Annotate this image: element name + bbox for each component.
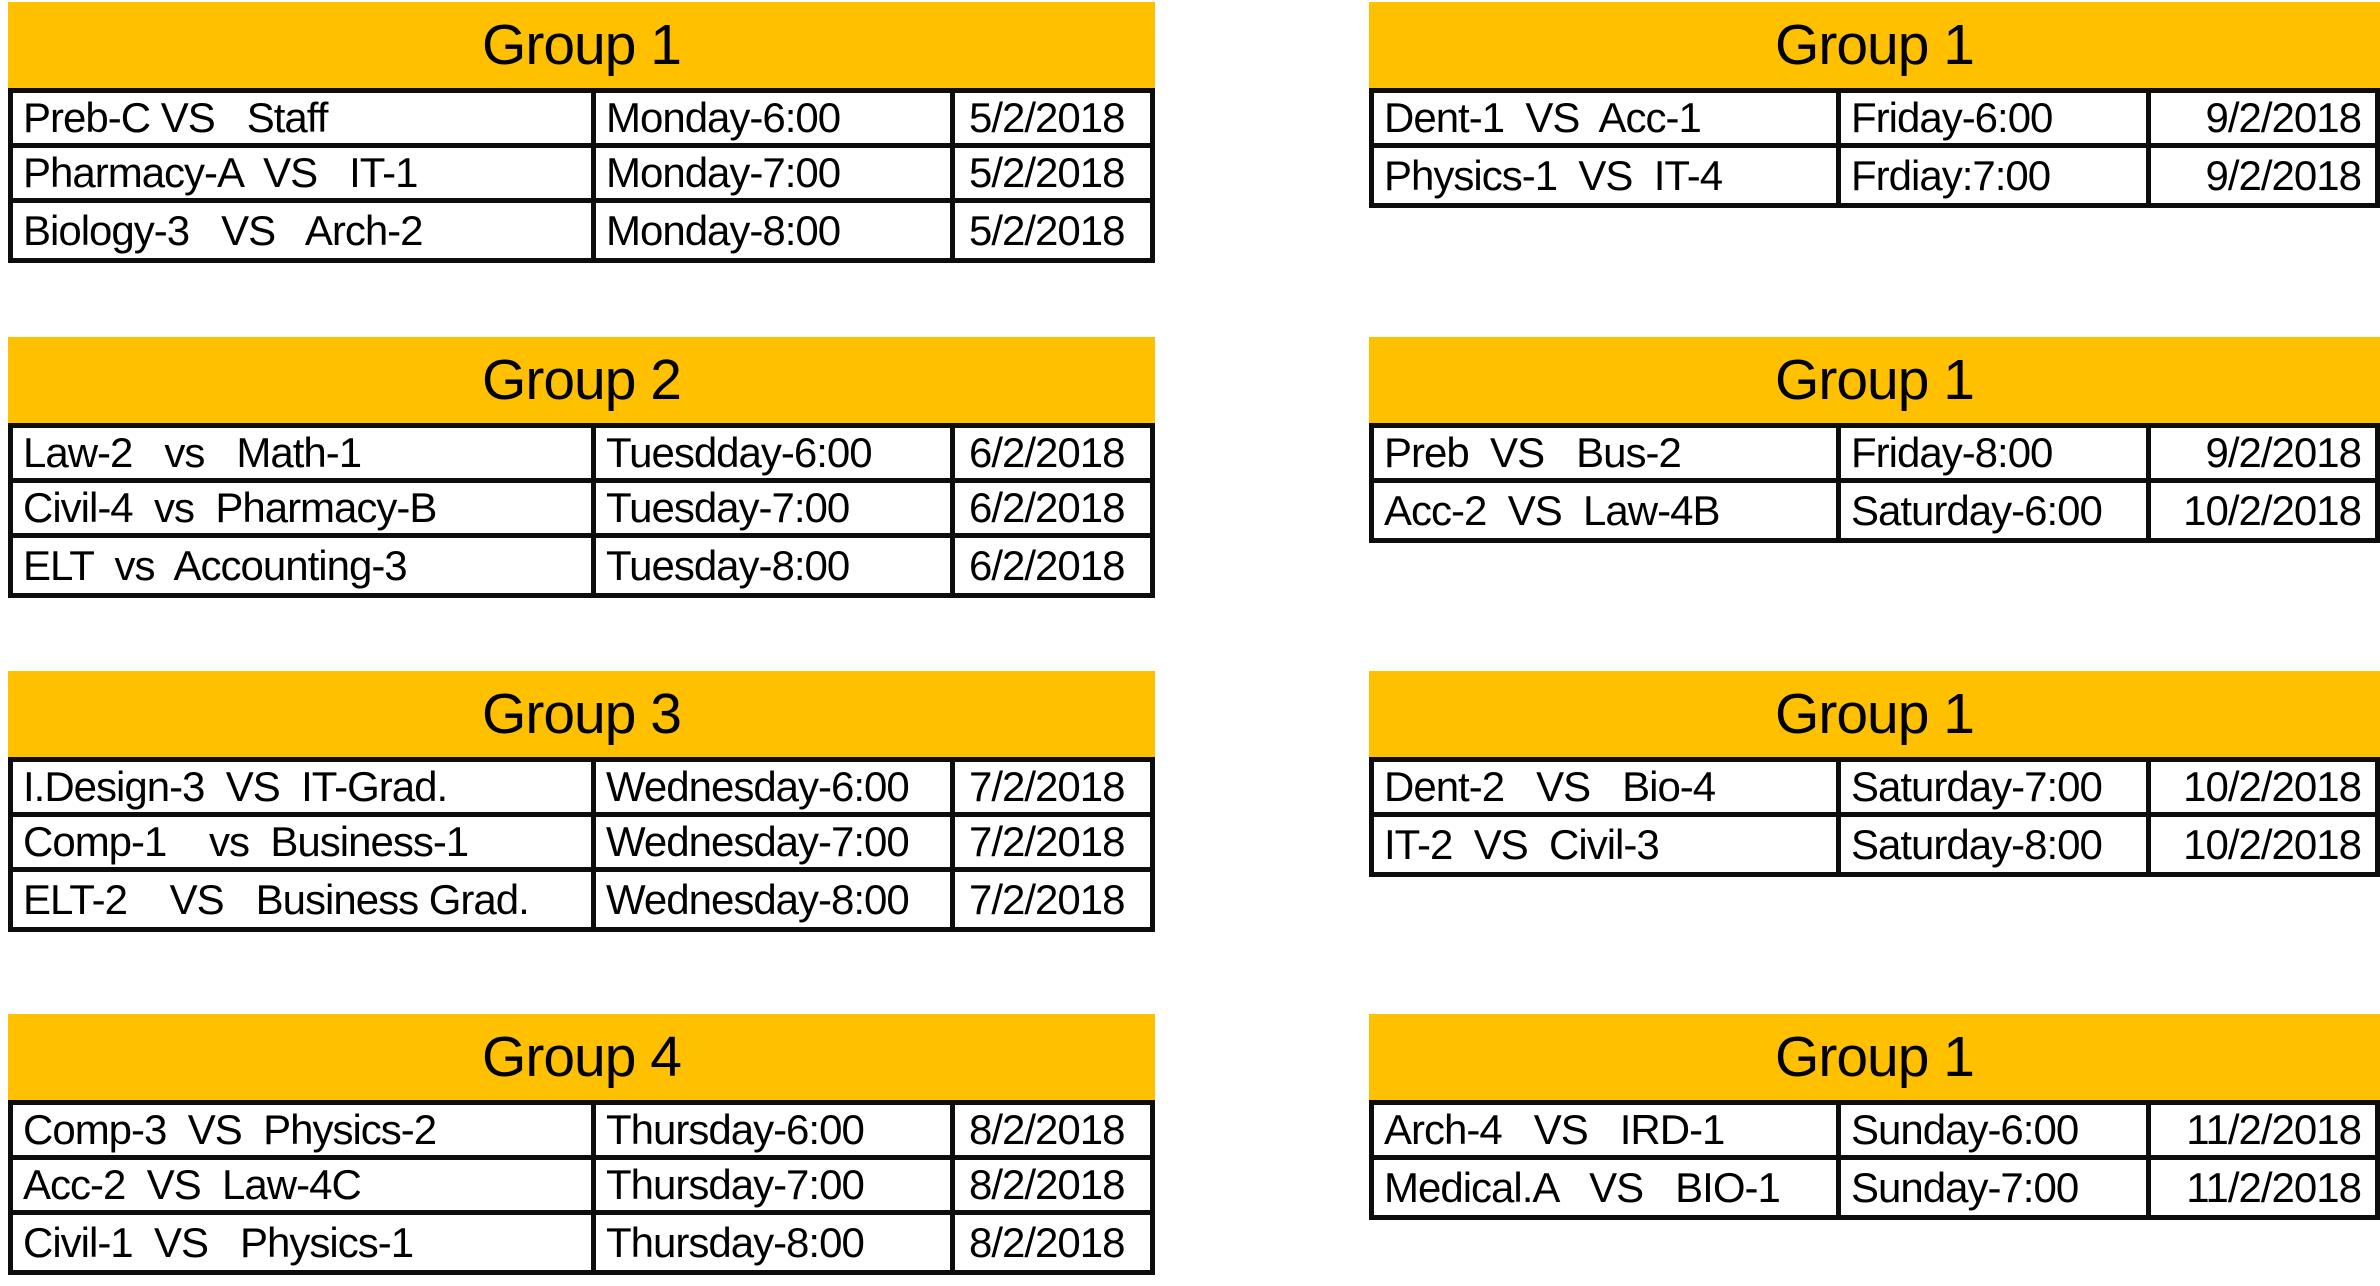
day-time-cell: Wednesday-8:00 (596, 872, 955, 927)
match-cell: Dent-2 VS Bio-4 (1374, 762, 1841, 817)
match-cell: Civil-1 VS Physics-1 (13, 1215, 596, 1270)
matches-grid (1369, 423, 2380, 543)
date-cell: 6/2/2018 (955, 428, 1150, 483)
match-cell: Biology-3 VS Arch-2 (13, 203, 596, 258)
match-cell: Medical.A VS BIO-1 (1374, 1160, 1841, 1215)
day-time-cell: Thursday-7:00 (596, 1160, 955, 1215)
match-cell: Arch-4 VS IRD-1 (1374, 1105, 1841, 1160)
match-cell: I.Design-3 VS IT-Grad. (13, 762, 596, 817)
date-cell: 5/2/2018 (955, 148, 1150, 203)
date-cell: 9/2/2018 (2151, 428, 2375, 483)
matches-grid (8, 757, 1155, 932)
date-cell: 5/2/2018 (969, 206, 1125, 254)
day-time-cell: Sunday-7:00 (1841, 1160, 2151, 1215)
matches-grid (1369, 88, 2380, 208)
day-time-cell: Wednesday-6:00 (596, 762, 955, 817)
schedule-table-group1-right-c (1369, 671, 2380, 877)
date-cell: 6/2/2018 (969, 541, 1125, 589)
group-title: Group 1 (1369, 337, 2380, 423)
match-cell: Physics-1 VS IT-4 (1374, 148, 1841, 203)
day-time-cell: Saturday-7:00 (1841, 762, 2151, 817)
matches-grid (8, 423, 1155, 598)
schedule-table-group1-right-a (1369, 2, 2380, 208)
match-cell: Law-2 vs Math-1 (13, 428, 596, 483)
schedule-table-group4 (8, 1014, 1155, 1275)
group-title: Group 1 (8, 2, 1155, 88)
day-time-cell: Tuesdday-6:00 (596, 428, 955, 483)
matches-grid (1369, 757, 2380, 877)
date-cell: 8/2/2018 (955, 1160, 1150, 1215)
schedule-table-group1-right-d (1369, 1014, 2380, 1220)
date-cell: 11/2/2018 (2151, 1105, 2375, 1160)
match-cell: Acc-2 VS Law-4B (1374, 483, 1841, 538)
match-cell: Comp-1 vs Business-1 (13, 817, 596, 872)
match-cell: ELT vs Accounting-3 (13, 538, 596, 593)
match-cell: Comp-3 VS Physics-2 (13, 1105, 596, 1160)
day-time-cell: Monday-6:00 (596, 93, 955, 148)
day-time-cell: Tuesday-8:00 (596, 538, 955, 593)
day-time-cell: Friday-6:00 (1841, 93, 2151, 148)
schedule-table-group1-right-b (1369, 337, 2380, 543)
date-cell: 7/2/2018 (955, 817, 1150, 872)
group-title: Group 1 (1369, 1014, 2380, 1100)
day-time-cell: Saturday-6:00 (1841, 483, 2151, 538)
match-cell: Civil-4 vs Pharmacy-B (13, 483, 596, 538)
date-cell: 7/2/2018 (969, 875, 1125, 923)
schedule-table-group3 (8, 671, 1155, 932)
schedule-table-group1-left (8, 2, 1155, 263)
date-cell: 9/2/2018 (2151, 93, 2375, 148)
group-title: Group 1 (1369, 2, 2380, 88)
day-time-cell: Frdiay:7:00 (1841, 148, 2151, 203)
schedule-table-group2 (8, 337, 1155, 598)
date-cell: 10/2/2018 (2183, 486, 2361, 534)
date-cell: 8/2/2018 (955, 1105, 1150, 1160)
matches-grid (1369, 1100, 2380, 1220)
date-cell: 9/2/2018 (2205, 151, 2361, 199)
day-time-cell: Monday-8:00 (596, 203, 955, 258)
date-cell: 10/2/2018 (2151, 762, 2375, 817)
date-cell: 8/2/2018 (969, 1218, 1125, 1266)
date-cell: 11/2/2018 (2186, 1163, 2361, 1211)
match-cell: Acc-2 VS Law-4C (13, 1160, 596, 1215)
date-cell: 10/2/2018 (2183, 820, 2361, 868)
match-cell: Pharmacy-A VS IT-1 (13, 148, 596, 203)
match-cell: Preb VS Bus-2 (1374, 428, 1841, 483)
match-cell: Preb-C VS Staff (13, 93, 596, 148)
day-time-cell: Monday-7:00 (596, 148, 955, 203)
match-cell: Dent-1 VS Acc-1 (1374, 93, 1841, 148)
matches-grid (8, 88, 1155, 263)
day-time-cell: Sunday-6:00 (1841, 1105, 2151, 1160)
day-time-cell: Tuesday-7:00 (596, 483, 955, 538)
day-time-cell: Friday-8:00 (1841, 428, 2151, 483)
group-title: Group 3 (8, 671, 1155, 757)
day-time-cell: Wednesday-7:00 (596, 817, 955, 872)
matches-grid (8, 1100, 1155, 1275)
match-cell: IT-2 VS Civil-3 (1374, 817, 1841, 872)
group-title: Group 4 (8, 1014, 1155, 1100)
date-cell: 5/2/2018 (955, 93, 1150, 148)
day-time-cell: Thursday-6:00 (596, 1105, 955, 1160)
group-title: Group 2 (8, 337, 1155, 423)
date-cell: 7/2/2018 (955, 762, 1150, 817)
day-time-cell: Saturday-8:00 (1841, 817, 2151, 872)
day-time-cell: Thursday-8:00 (596, 1215, 955, 1270)
match-cell: ELT-2 VS Business Grad. (13, 872, 596, 927)
date-cell: 6/2/2018 (955, 483, 1150, 538)
group-title: Group 1 (1369, 671, 2380, 757)
